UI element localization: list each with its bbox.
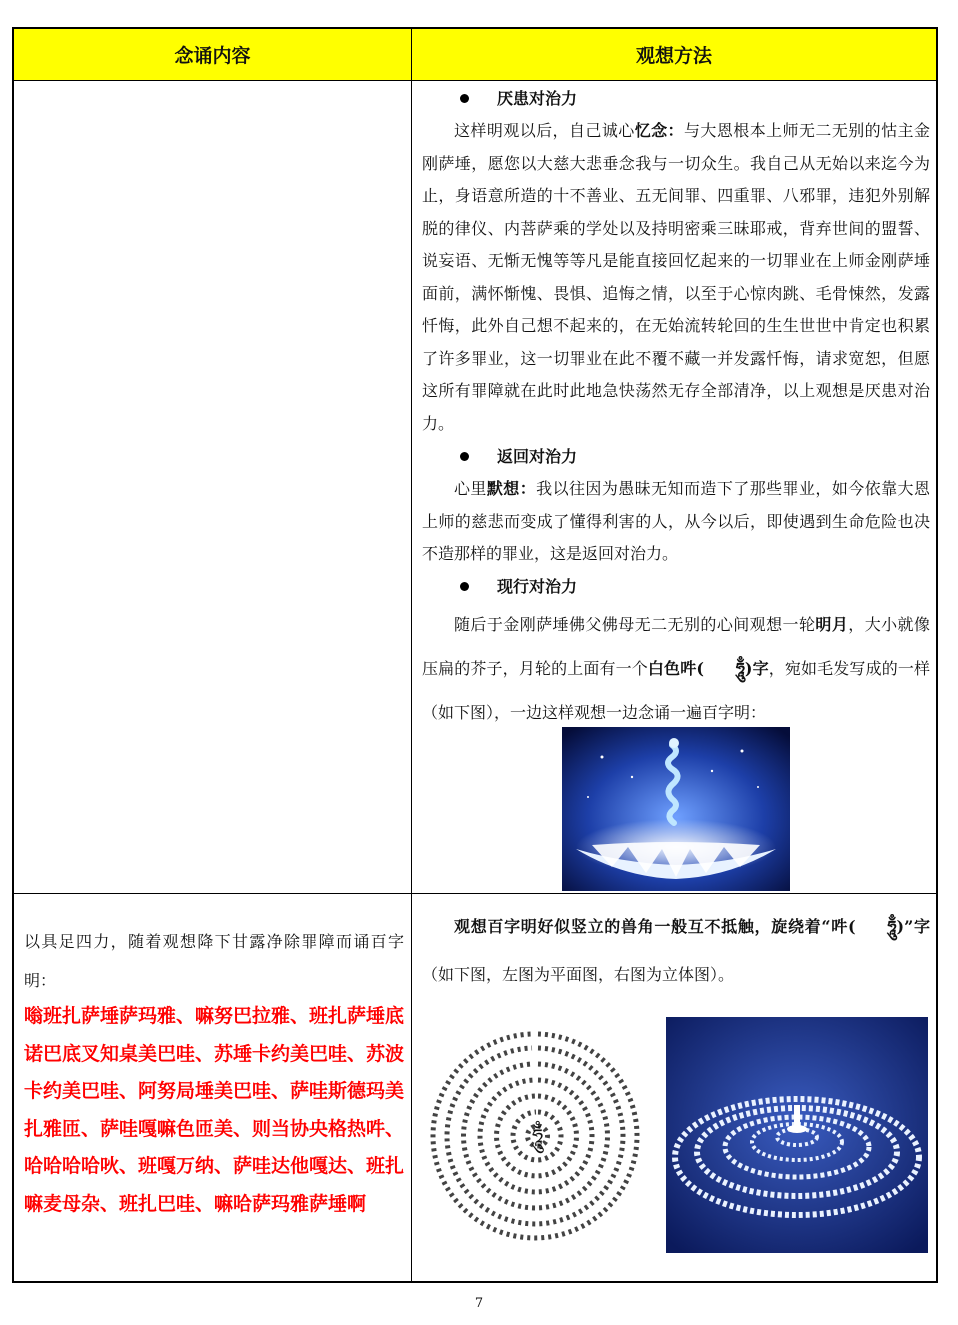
spiral-description: 观想百字明好似竖立的兽角一般互不抵触，旋绕着“吽( ཧཱུྃ)”字（如下图，左图为平面图，右图为立体图）。 <box>422 903 930 999</box>
hung-on-lotus-image <box>562 727 790 891</box>
bullet-dot-icon <box>460 582 469 591</box>
bold-remember: 忆念： <box>634 121 684 140</box>
bullet-heading-1 <box>420 85 577 113</box>
header-col2 <box>412 29 936 80</box>
header-col1-label: 念诵内容 <box>174 45 251 67</box>
bold-contemplate: 默想： <box>486 479 537 498</box>
bullet-dot-icon <box>460 452 469 461</box>
hung-syllable-icon: ཧཱུྃ <box>735 659 745 678</box>
bullet-heading-3-label: 现行对治力 <box>497 577 578 596</box>
page-number: 7 <box>474 1296 484 1311</box>
hundred-syllable-mantra: 嗡班扎萨埵萨玛雅、嘛努巴拉雅、班扎萨埵底诺巴底叉知桌美巴哇、苏埵卡约美巴哇、苏波卡约美巴哇、阿努局埵美巴哇、萨哇斯德玛美扎雅匝、萨哇嘎嘛色匝美、则当协央格热吽、哈哈哈哈吙、班嘎万纳、萨哇达他嘎达、班扎嘛麦母杂、班扎巴哇、嘛哈萨玛雅萨埵啊 <box>24 1005 405 1215</box>
header-col1 <box>14 29 411 80</box>
left-intro-text: 以具足四力，随着观想降下甘露净除罪障而诵百字明： <box>24 932 404 990</box>
header-col2-label: 观想方法 <box>635 45 712 67</box>
bullet-heading-3 <box>420 573 577 601</box>
hung-syllable-icon-2: ཧཱུྃ <box>887 917 897 936</box>
bullet-heading-1-label: 厌患对治力 <box>497 89 578 108</box>
bullet-heading-2-label: 返回对治力 <box>497 447 578 466</box>
bold-moon: 明月 <box>815 615 849 634</box>
row-divider <box>14 893 936 894</box>
3d-mantra-spiral-image <box>666 1017 928 1253</box>
column-divider <box>411 29 412 1281</box>
paragraph-2: 心里默想：我以往因为愚昧无知而造下了那些罪业，如今依靠大恩上师的慈悲而变成了懂得利害的人，从今以后，即使遇到生命危险也决不造那样的罪业，这是返回对治力。 <box>422 479 930 563</box>
bullet-dot-icon <box>460 94 469 103</box>
paragraph-1: 这样明观以后，自己诚心忆念：与大恩根本上师无二无别的怙主金刚萨埵，愿您以大慈大悲垂念我与一切众生。我自己从无始以来迄今为止，身语意所造的十不善业、五无间罪、四重罪、八邪罪，违犯外别解脱的律仪、内菩萨乘的学处以及持明密乘三昧耶戒，背弃世间的盟誓、说妄语、无惭无愧等等凡是能直接回忆起来的一切罪业在上师金刚萨埵面前，满怀惭愧、畏惧、追悔之情，以至于心惊肉跳、毛骨悚然，发露忏悔，此外自己想不起来的，在无始流转轮回的生生世世中肯定也积累了许多罪业，这一切罪业在此不覆不藏一并发露忏悔，请求宽恕，但愿这所有罪障就在此时此地急快荡然无存全部清净，以上观想是厌患对治力。 <box>422 121 930 433</box>
flat-mantra-spiral-image <box>426 1019 650 1253</box>
paragraph-3: 随后于金刚萨埵佛父佛母无二无别的心间观想一轮明月，大小就像压扁的芥子，月轮的上面有一个白色吽( ཧཱུྃ)字，宛如毛发写成的一样（如下图），一边这样观想一边念诵一遍百字明： <box>422 615 930 722</box>
content-table <box>12 27 938 1283</box>
bullet-heading-2 <box>420 443 577 471</box>
header-divider <box>14 80 936 81</box>
svg-text:ཧཱུྃ: ཧཱུྃ <box>532 1124 544 1148</box>
